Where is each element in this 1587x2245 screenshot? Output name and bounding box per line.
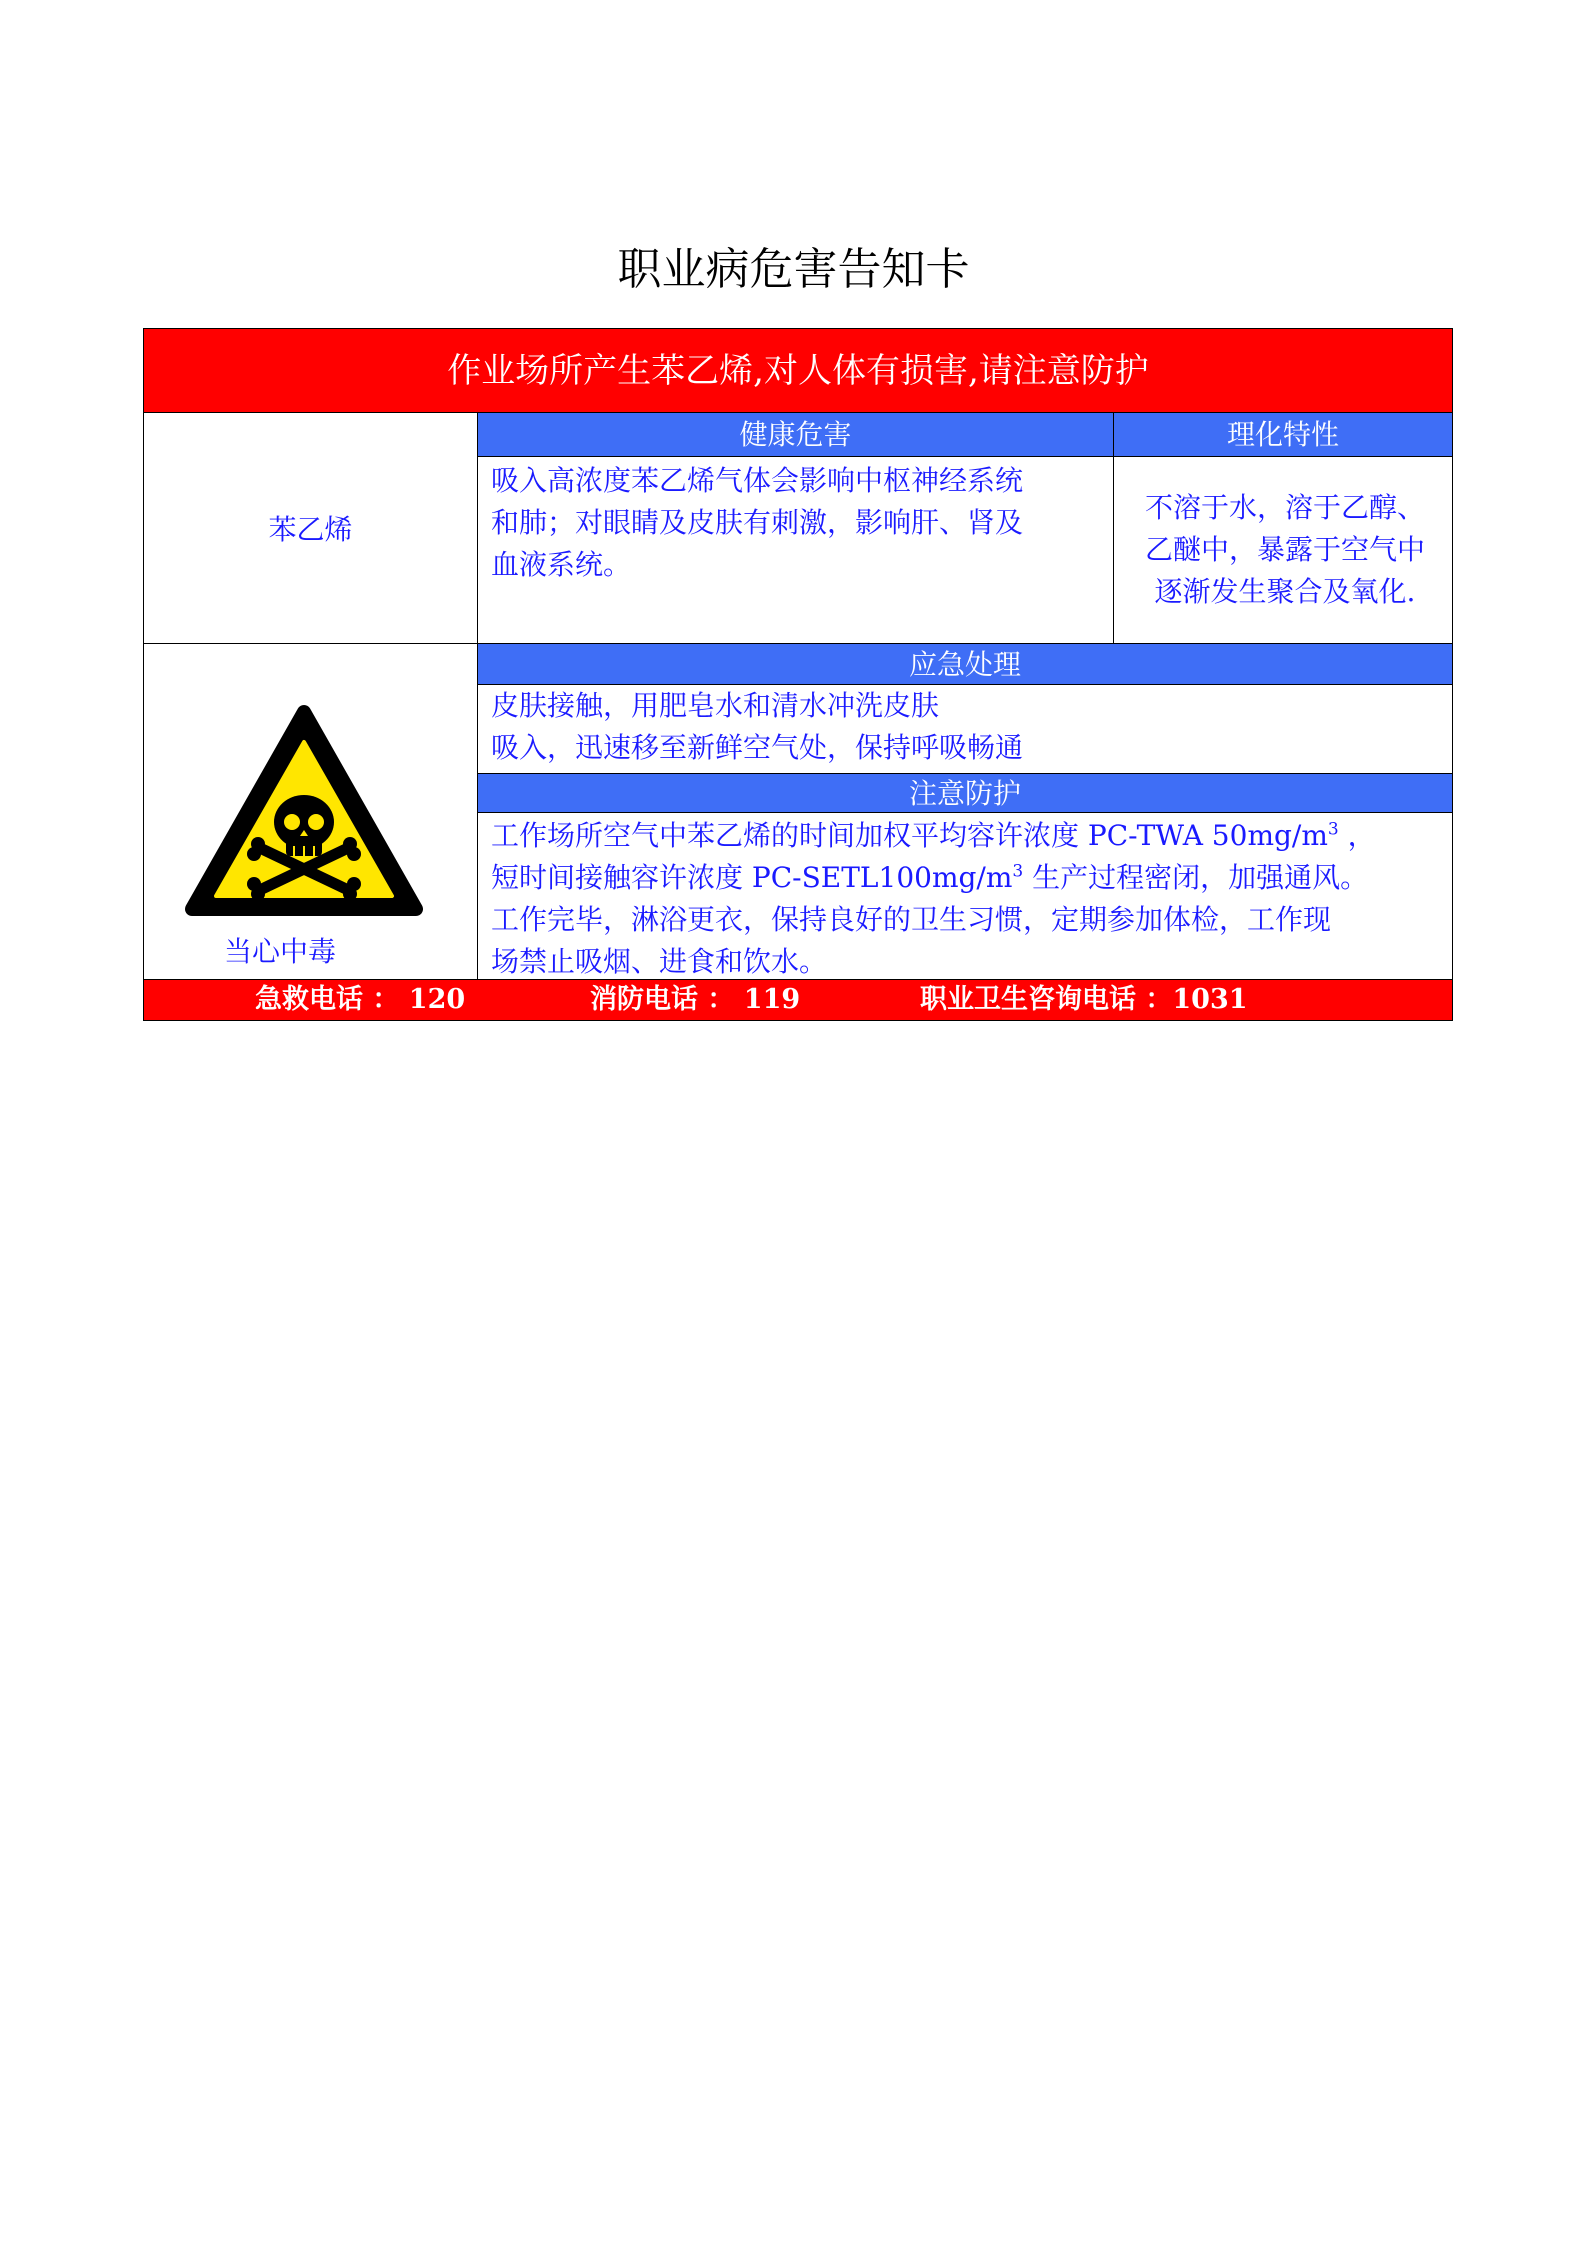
occupational-health-phone: 职业卫生咨询电话 ：1031 bbox=[920, 984, 1248, 1015]
substance-name: 苯乙烯 bbox=[268, 513, 353, 546]
health-hazard-header: 健康危害 bbox=[478, 413, 1113, 457]
health-hazard-text bbox=[491, 460, 1106, 586]
properties-line: 乙醚中，暴露于空气中 bbox=[1144, 533, 1425, 566]
health-hazard-line: 血液系统。 bbox=[491, 548, 632, 581]
protection-line: 工作场所空气中苯乙烯的时间加权平均容许浓度 PC-TWA $50mg/m^3$ ， bbox=[491, 819, 1376, 852]
protection-line: 工作完毕，淋浴更衣，保持良好的卫生习惯，定期参加体检，工作现 bbox=[491, 903, 1332, 936]
emergency-line: 吸入，迅速移至新鲜空气处，保持呼吸畅通 bbox=[491, 731, 1024, 764]
protection-text bbox=[491, 815, 1446, 983]
warning-banner: 作业场所产生苯乙烯,对人体有损害,请注意防护 bbox=[144, 329, 1452, 413]
protection-line: 短时间接触容许浓度 $PC-SETL100mg/m^3$ 生产过程密闭，加强通风。 bbox=[491, 861, 1369, 894]
properties-header: 理化特性 bbox=[1114, 413, 1452, 457]
properties-line: 不溶于水，溶于乙醇、 bbox=[1144, 491, 1425, 524]
properties-text bbox=[1122, 487, 1448, 613]
health-hazard-line: 吸入高浓度苯乙烯气体会影响中枢神经系统 bbox=[491, 464, 1024, 497]
health-hazard-line: 和肺；对眼睛及皮肤有刺激，影响肝、肾及 bbox=[491, 506, 1024, 539]
hazard-notice-card bbox=[143, 328, 1453, 1021]
emergency-contacts-footer bbox=[144, 979, 1452, 1020]
warning-sign-label: 当心中毒 bbox=[224, 935, 337, 968]
protection-header: 注意防护 bbox=[478, 773, 1452, 813]
protection-line: 场禁止吸烟、进食和饮水。 bbox=[491, 945, 828, 978]
emergency-header: 应急处理 bbox=[478, 644, 1452, 685]
emergency-line: 皮肤接触，用肥皂水和清水冲洗皮肤 bbox=[491, 689, 940, 722]
fire-phone: 消防电话 ： 119 bbox=[590, 984, 801, 1015]
first-aid-phone: 急救电话 ： 120 bbox=[255, 984, 466, 1015]
properties-line: 逐渐发生聚合及氧化. bbox=[1154, 575, 1416, 608]
divider bbox=[477, 413, 478, 979]
toxic-warning-sign bbox=[184, 704, 424, 919]
emergency-text bbox=[491, 685, 1441, 769]
page-title: 职业病危害告知卡 bbox=[617, 244, 970, 295]
skull-crossbones-icon bbox=[184, 704, 424, 919]
